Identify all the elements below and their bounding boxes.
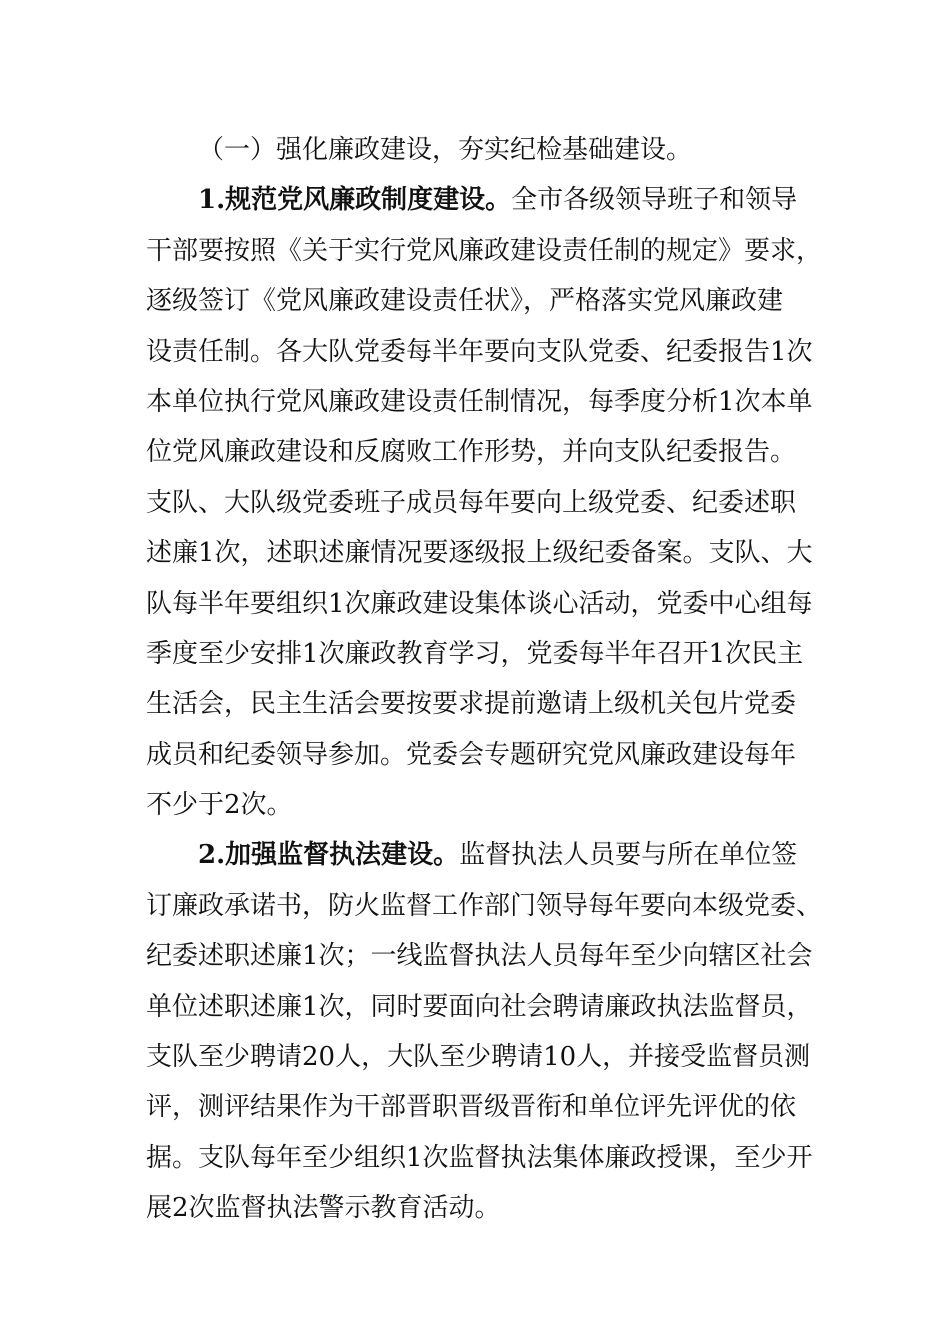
paragraph-1-line: 不少于2次。 — [146, 790, 293, 821]
paragraph-2-first-line-text: 监督执法人员要与所在单位签 — [459, 840, 798, 871]
document-body — [146, 125, 823, 1234]
paragraph-1-line: 队每半年要组织1次廉政建设集体谈心活动，党委中心组每 — [146, 588, 813, 619]
paragraph-2-line: 展2次监督执法警示教育活动。 — [146, 1193, 501, 1224]
paragraph-1-line: 季度至少安排1次廉政教育学习，党委每半年召开1次民主 — [146, 638, 804, 669]
paragraph-2-line: 纪委述职述廉1次；一线监督执法人员每年至少向辖区社会 — [146, 941, 813, 972]
paragraph-2 — [146, 830, 823, 1233]
paragraph-1-line: 述廉1次，述职述廉情况要逐级报上级纪委备案。支队、大 — [146, 538, 813, 569]
paragraph-1-line: 设责任制。各大队党委每半年要向支队党委、纪委报告1次 — [146, 336, 813, 367]
paragraph-1-first-line — [146, 175, 806, 225]
paragraph-2-line: 评，测评结果作为干部晋职晋级晋衔和单位评先评优的依 — [146, 1092, 797, 1123]
paragraph-1-line: 本单位执行党风廉政建设责任制情况，每季度分析1次本单 — [146, 386, 813, 417]
paragraph-2-line: 单位述职述廉1次，同时要面向社会聘请廉政执法监督员， — [146, 991, 813, 1022]
paragraph-2-line: 订廉政承诺书，防火监督工作部门领导每年要向本级党委、 — [146, 890, 823, 921]
paragraph-1-line: 生活会，民主生活会要按要求提前邀请上级机关包片党委 — [146, 689, 797, 720]
paragraph-1-line: 逐级签订《党风廉政建设责任状》，严格落实党风廉政建 — [146, 286, 784, 317]
paragraph-2-line: 支队至少聘请20人，大队至少聘请10人，并接受监督员测 — [146, 1042, 811, 1073]
paragraph-2-heading: 2.加强监督执法建设。 — [198, 840, 460, 871]
paragraph-1-first-line-text: 全市各级领导班子和领导 — [511, 185, 798, 216]
section-heading: （一）强化廉政建设，夯实纪检基础建设。 — [198, 135, 693, 165]
paragraph-1-line: 位党风廉政建设和反腐败工作形势，并向支队纪委报告。 — [146, 437, 797, 468]
paragraph-2-line: 据。支队每年至少组织1次监督执法集体廉政授课，至少开 — [146, 1142, 813, 1173]
paragraph-2-first-line — [146, 830, 806, 880]
paragraph-1-line: 干部要按照《关于实行党风廉政建设责任制的规定》要求， — [146, 235, 823, 266]
paragraph-1-line: 支队、大队级党委班子成员每年要向上级党委、纪委述职 — [146, 487, 797, 518]
paragraph-1 — [146, 175, 823, 830]
paragraph-1-line: 成员和纪委领导参加。党委会专题研究党风廉政建设每年 — [146, 739, 797, 770]
paragraph-1-heading: 1.规范党风廉政制度建设。 — [198, 185, 512, 216]
